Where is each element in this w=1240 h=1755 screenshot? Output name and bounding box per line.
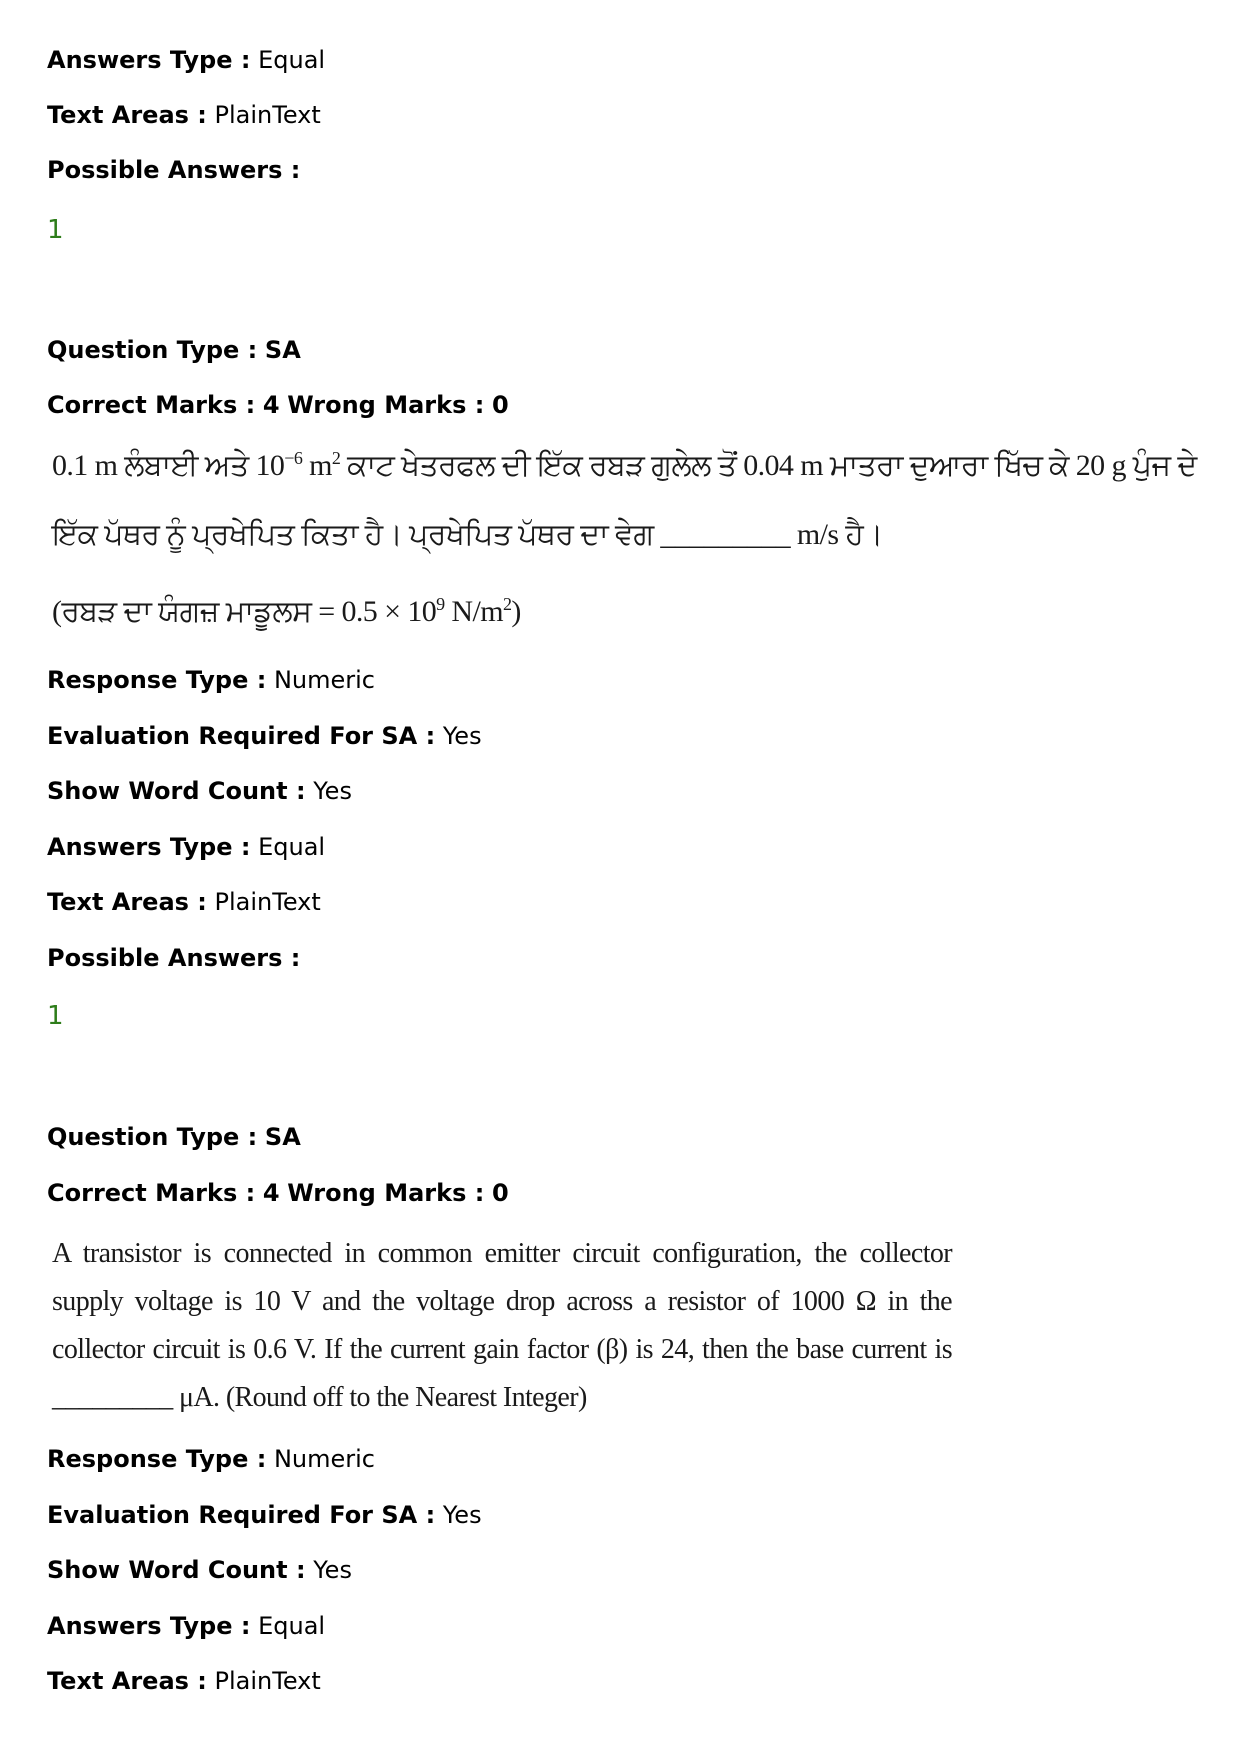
q1-text-line-1	[52, 448, 1197, 483]
show-word-count-value: Yes	[313, 1556, 352, 1584]
answers-type-value: Equal	[258, 46, 326, 74]
q1-superscript: 2	[502, 594, 512, 614]
wrong-marks-value: 0	[491, 391, 509, 419]
q1-question-type-row	[47, 336, 301, 364]
q2-question-text: A transistor is connected in common emitter circuit configuration, the collector supply voltage is 10 V and the voltage drop across a resistor of 1000 Ω in the collector circuit is 0.6 V. If the current gain factor (β) is 24, then the base current is _________ μA. (Round off to the Nearest Integer)	[52, 1238, 952, 1413]
question-type-value: SA	[264, 336, 301, 364]
answers-type-label: Answers Type :	[47, 1612, 251, 1640]
show-word-count-label: Show Word Count :	[47, 1556, 306, 1584]
possible-answer-value: 1	[47, 215, 64, 245]
q1-text-part: )	[511, 595, 521, 628]
text-areas-row	[47, 101, 321, 129]
text-areas-label: Text Areas :	[47, 888, 207, 916]
text-areas-label: Text Areas :	[47, 1667, 207, 1695]
text-areas-label: Text Areas :	[47, 101, 207, 129]
possible-answers-label: Possible Answers :	[47, 156, 301, 184]
answers-type-value: Equal	[258, 1612, 326, 1640]
q2-text-areas-row	[47, 1667, 321, 1695]
evaluation-required-value: Yes	[442, 1501, 482, 1529]
q2-evaluation-row	[47, 1501, 482, 1529]
wrong-marks-label: Wrong Marks :	[287, 391, 485, 419]
q2-answers-type-row	[47, 1612, 325, 1640]
evaluation-required-label: Evaluation Required For SA :	[47, 722, 436, 750]
evaluation-required-value: Yes	[442, 722, 482, 750]
wrong-marks-value: 0	[491, 1179, 509, 1207]
answers-type-label: Answers Type :	[47, 833, 251, 861]
possible-answers-label: Possible Answers :	[47, 944, 301, 972]
answers-type-row	[47, 46, 325, 74]
q1-answers-type-row	[47, 833, 325, 861]
q1-text-areas-row	[47, 888, 321, 916]
q1-word-count-row	[47, 777, 352, 805]
show-word-count-label: Show Word Count :	[47, 777, 306, 805]
wrong-marks-label: Wrong Marks :	[287, 1179, 485, 1207]
question-type-label: Question Type :	[47, 336, 258, 364]
answers-type-label: Answers Type :	[47, 46, 251, 74]
question-type-value: SA	[264, 1123, 301, 1151]
q1-superscript: 2	[331, 448, 341, 468]
response-type-label: Response Type :	[47, 666, 267, 694]
show-word-count-value: Yes	[313, 777, 352, 805]
q1-text-line-3	[52, 594, 521, 629]
q1-marks-row	[47, 391, 509, 419]
question-type-label: Question Type :	[47, 1123, 258, 1151]
response-type-label: Response Type :	[47, 1445, 267, 1473]
q2-question-type-row	[47, 1123, 301, 1151]
q1-text-part: 0.1 m ਲੰਬਾਈ ਅਤੇ 10	[52, 449, 285, 482]
q1-evaluation-row	[47, 722, 482, 750]
q1-text-part: N/m	[444, 595, 503, 628]
q2-marks-row	[47, 1179, 509, 1207]
response-type-value: Numeric	[273, 1445, 375, 1473]
response-type-value: Numeric	[273, 666, 375, 694]
q1-response-type-row	[47, 666, 375, 694]
q1-text-part: (ਰਬੜ ਦਾ ਯੰਗਜ਼ ਮਾਡੂਲਸ = 0.5 × 10	[52, 595, 437, 628]
q1-text-line-2: ਇੱਕ ਪੱਥਰ ਨੂੰ ਪ੍ਰਖੇਪਿਤ ਕਿਤਾ ਹੈ। ਪ੍ਰਖੇਪਿਤ ਪੱਥਰ ਦਾ ਵੇਗ _________ m/s ਹੈ।	[52, 518, 883, 551]
evaluation-required-label: Evaluation Required For SA :	[47, 1501, 436, 1529]
possible-answers-row	[47, 156, 300, 184]
correct-marks-value: 4	[262, 391, 280, 419]
correct-marks-value: 4	[262, 1179, 280, 1207]
correct-marks-label: Correct Marks :	[47, 391, 256, 419]
q1-superscript: 9	[436, 594, 445, 614]
text-areas-value: PlainText	[214, 888, 321, 916]
correct-marks-label: Correct Marks :	[47, 1179, 256, 1207]
q1-text-part: m	[302, 449, 332, 482]
q1-text-part: ਕਾਟ ਖੇਤਰਫਲ ਦੀ ਇੱਕ ਰਬੜ ਗੁਲੇਲ ਤੋਂ 0.04 m ਮਾਤਰਾ ਦੁਆਰਾ ਖਿੱਚ ਕੇ 20 g ਪੁੰਜ ਦੇ	[340, 449, 1197, 482]
text-areas-value: PlainText	[214, 101, 321, 129]
q1-possible-answers-row	[47, 944, 300, 972]
q2-response-type-row	[47, 1445, 375, 1473]
q1-superscript: −6	[284, 448, 303, 468]
q2-word-count-row	[47, 1556, 352, 1584]
q1-possible-answer-value: 1	[47, 1001, 64, 1031]
answers-type-value: Equal	[258, 833, 326, 861]
text-areas-value: PlainText	[214, 1667, 321, 1695]
